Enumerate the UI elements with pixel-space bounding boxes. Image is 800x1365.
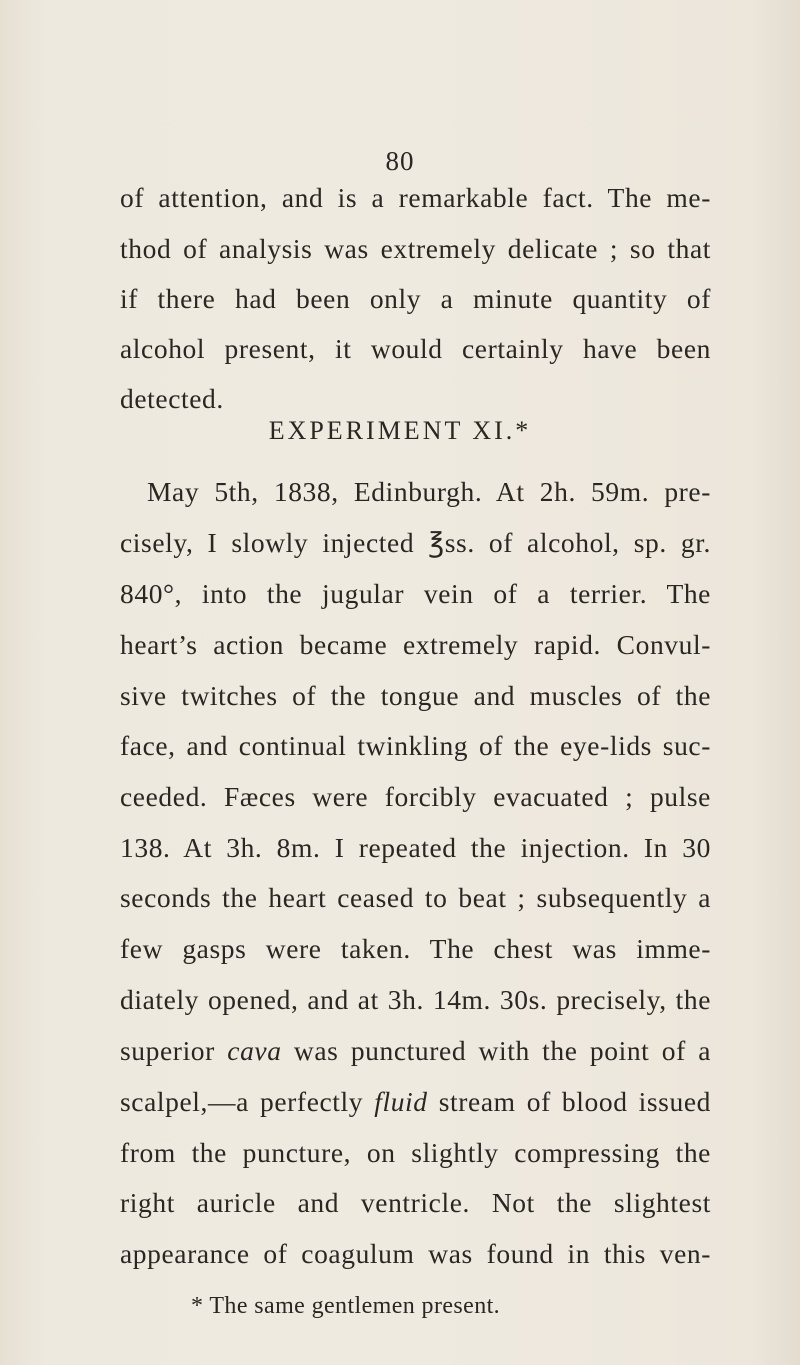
text-line: diately opened, and at 3h. 14m. 30s. precisely, the bbox=[120, 984, 711, 1015]
text-line: seconds the heart ceased to beat ; subsequently a bbox=[120, 882, 711, 913]
text-line: cisely, I slowly injected ℥ss. of alcohol, sp. gr. bbox=[120, 527, 711, 558]
text-line: heart’s action became extremely rapid. Convul- bbox=[120, 629, 711, 660]
text-line: detected. bbox=[120, 383, 224, 414]
text-line: right auricle and ventricle. Not the slightest bbox=[120, 1187, 711, 1218]
text-line: few gasps were taken. The chest was imme- bbox=[120, 933, 711, 964]
text-line: appearance of coagulum was found in this ven- bbox=[120, 1238, 711, 1269]
footnote: * The same gentlemen present. bbox=[191, 1293, 501, 1319]
text-line: 138. At 3h. 8m. I repeated the injection. In 30 bbox=[120, 832, 711, 863]
experiment-heading: EXPERIMENT XI.* bbox=[268, 416, 532, 445]
text-line: if there had been only a minute quantity of bbox=[120, 283, 711, 314]
text-line: sive twitches of the tongue and muscles of the bbox=[120, 680, 711, 711]
text-line: from the puncture, on slightly compressing the bbox=[120, 1137, 711, 1168]
text-line: 840°, into the jugular vein of a terrier. The bbox=[120, 578, 711, 609]
text-line: alcohol present, it would certainly have been bbox=[120, 333, 711, 364]
text-line: of attention, and is a remarkable fact. The me- bbox=[120, 182, 711, 213]
text-line: scalpel,—a perfectly fluid stream of blood issued bbox=[120, 1086, 711, 1117]
text-line: ceeded. Fæces were forcibly evacuated ; pulse bbox=[120, 781, 711, 812]
text-line: thod of analysis was extremely delicate ; so that bbox=[120, 233, 711, 264]
page-number: 80 bbox=[385, 146, 415, 176]
text-line: face, and continual twinkling of the eye-lids suc- bbox=[120, 730, 711, 761]
text-line: May 5th, 1838, Edinburgh. At 2h. 59m. pre- bbox=[147, 476, 711, 507]
text-line: superior cava was punctured with the point of a bbox=[120, 1035, 712, 1066]
